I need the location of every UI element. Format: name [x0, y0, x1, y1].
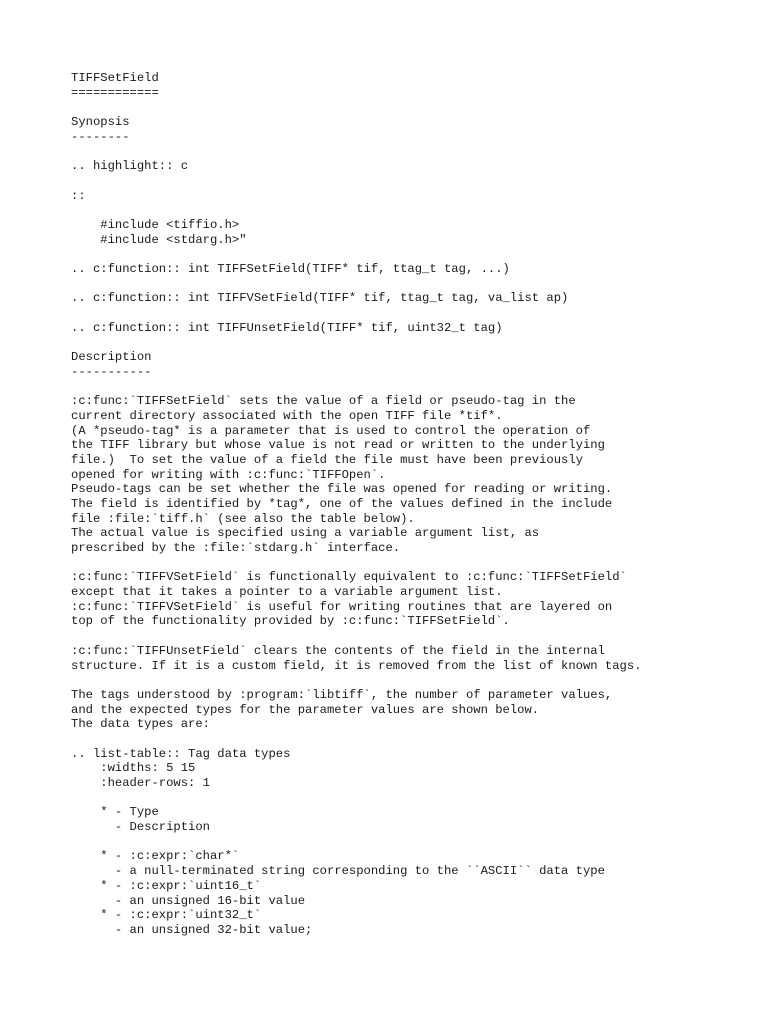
text-line: Synopsis [71, 115, 130, 130]
text-line: #include <stdarg.h>" [71, 232, 247, 247]
text-line: :: [71, 188, 86, 203]
text-line: * - :c:expr:`uint32_t` [71, 908, 262, 923]
text-line: ============ [71, 85, 159, 100]
text-line: :c:func:`TIFFSetField` sets the value of a field or pseudo-tag in the [71, 394, 576, 409]
text-line: file.) To set the value of a field the file must have been previously [71, 452, 583, 467]
text-line: * - :c:expr:`uint16_t` [71, 878, 262, 893]
text-line: TIFFSetField [71, 71, 159, 85]
text-line [71, 556, 751, 571]
document-page [71, 71, 751, 938]
text-line [71, 277, 751, 292]
text-line: The tags understood by :program:`libtiff`, the number of parameter values, [71, 687, 613, 702]
text-line: - Description [71, 820, 210, 835]
text-line [71, 174, 751, 189]
text-line: .. highlight:: c [71, 159, 189, 174]
text-line: :c:func:`TIFFUnsetField` clears the contents of the field in the internal [71, 643, 605, 658]
text-line: .. c:function:: int TIFFSetField(TIFF* tif, ttag_t tag, ...) [71, 261, 510, 276]
text-line [71, 247, 751, 262]
text-line [71, 100, 751, 115]
text-line: #include <tiffio.h> [71, 217, 240, 232]
text-line: .. c:function:: int TIFFVSetField(TIFF* tif, ttag_t tag, va_list ap) [71, 291, 569, 306]
text-line: * - Type [71, 805, 159, 820]
text-line [71, 335, 751, 350]
text-line [71, 379, 751, 394]
text-line [71, 791, 751, 806]
text-line [71, 203, 751, 218]
text-line: The data types are: [71, 717, 210, 732]
text-line: and the expected types for the parameter values are shown below. [71, 702, 540, 717]
text-line [71, 629, 751, 644]
text-line [71, 673, 751, 688]
text-line: The actual value is specified using a variable argument list, as [71, 526, 540, 541]
text-line: Pseudo-tags can be set whether the file was opened for reading or writing. [71, 482, 613, 497]
text-line: .. c:function:: int TIFFUnsetField(TIFF* tif, uint32_t tag) [71, 320, 503, 335]
text-line: .. list-table:: Tag data types [71, 746, 291, 761]
text-line: (A *pseudo-tag* is a parameter that is used to control the operation of [71, 423, 591, 438]
text-line [71, 835, 751, 850]
text-line [71, 732, 751, 747]
text-line: Description [71, 350, 152, 365]
text-line: :c:func:`TIFFVSetField` is useful for writing routines that are layered on [71, 599, 613, 614]
text-line: The field is identified by *tag*, one of the values defined in the include [71, 496, 613, 511]
text-line: - an unsigned 16-bit value [71, 893, 306, 908]
text-line: -------- [71, 129, 130, 144]
text-line: - an unsigned 32-bit value; [71, 922, 313, 937]
text-line: current directory associated with the open TIFF file *tif*. [71, 408, 503, 423]
text-line: * - :c:expr:`char*` [71, 849, 240, 864]
text-line: the TIFF library but whose value is not read or written to the underlying [71, 438, 605, 453]
text-line: prescribed by the :file:`stdarg.h` interface. [71, 541, 401, 555]
text-line: opened for writing with :c:func:`TIFFOpen`. [71, 467, 386, 482]
text-line: - a null-terminated string corresponding to the ``ASCII`` data type [71, 864, 605, 879]
text-line: ----------- [71, 364, 152, 379]
text-line: :widths: 5 15 [71, 761, 196, 776]
text-line [71, 306, 751, 321]
text-line: file :file:`tiff.h` (see also the table below). [71, 511, 415, 526]
text-line [71, 144, 751, 159]
text-line: except that it takes a pointer to a variable argument list. [71, 585, 503, 600]
text-line: top of the functionality provided by :c:func:`TIFFSetField`. [71, 614, 510, 629]
text-line: :header-rows: 1 [71, 776, 210, 790]
text-line: :c:func:`TIFFVSetField` is functionally equivalent to :c:func:`TIFFSetField` [71, 570, 627, 585]
text-line: structure. If it is a custom field, it is removed from the list of known tags. [71, 658, 642, 673]
